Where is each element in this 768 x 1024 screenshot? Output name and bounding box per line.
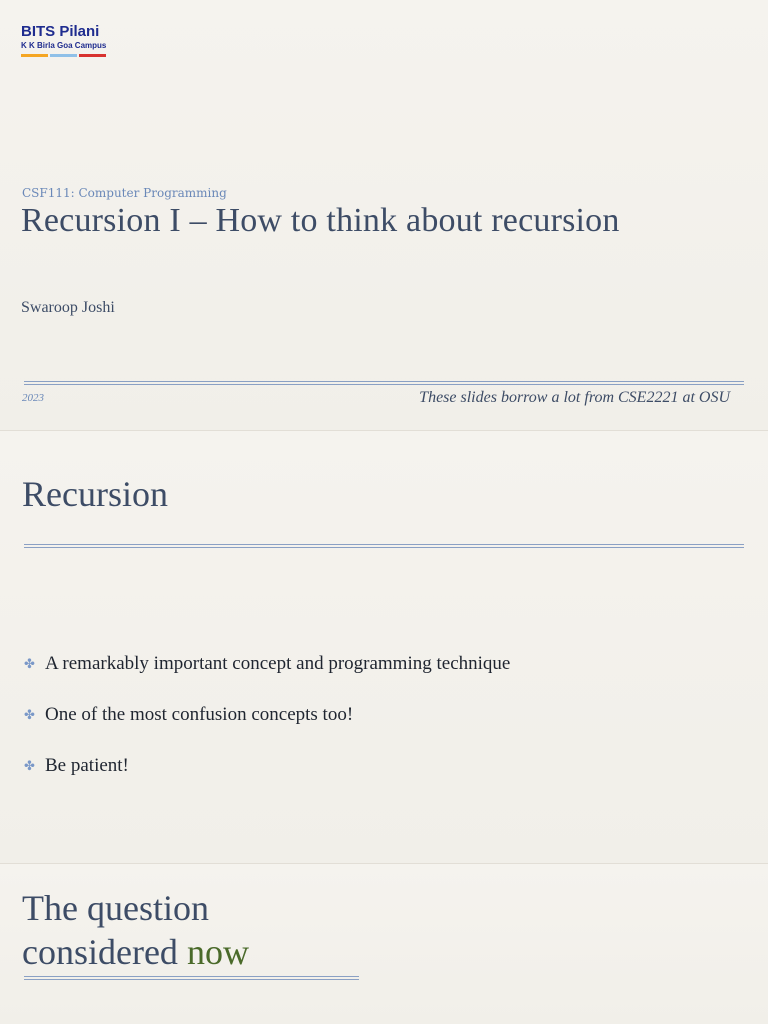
- title-line-1: The question: [22, 888, 209, 928]
- year-label: 2023: [22, 392, 44, 404]
- bullet-icon: ✤: [24, 757, 35, 773]
- title-line-2-text: considered: [22, 932, 187, 972]
- credit-note: These slides borrow a lot from CSE2221 at OSU: [419, 389, 730, 406]
- logo-color-bars: [21, 54, 106, 57]
- bullet-text: Be patient!: [45, 754, 129, 776]
- logo-subtitle: K K Birla Goa Campus: [21, 41, 107, 50]
- divider-rule: [24, 544, 744, 548]
- list-item: [24, 638, 510, 689]
- course-label: CSF111: Computer Programming: [22, 186, 227, 200]
- title-accent-word: now: [186, 932, 249, 972]
- bits-pilani-logo: [21, 24, 106, 57]
- divider-rule: [24, 381, 744, 385]
- bullet-icon: ✤: [24, 706, 35, 722]
- slide-title: [22, 886, 249, 974]
- author-name: Swaroop Joshi: [21, 299, 115, 316]
- slide-3: [0, 864, 768, 1024]
- slide-1: [0, 0, 768, 431]
- bullet-list: [24, 638, 510, 791]
- title-line-2: [22, 930, 249, 974]
- divider-rule: [24, 976, 359, 980]
- list-item: [24, 740, 510, 791]
- slide-title: Recursion I – How to think about recursion: [21, 202, 620, 239]
- bullet-icon: ✤: [24, 655, 35, 671]
- slide-2: [0, 431, 768, 864]
- slide-title: Recursion: [22, 474, 168, 514]
- list-item: [24, 689, 510, 740]
- bullet-text: A remarkably important concept and programming technique: [45, 652, 511, 674]
- bullet-text: One of the most confusion concepts too!: [45, 703, 354, 725]
- logo-title: BITS Pilani: [21, 23, 100, 40]
